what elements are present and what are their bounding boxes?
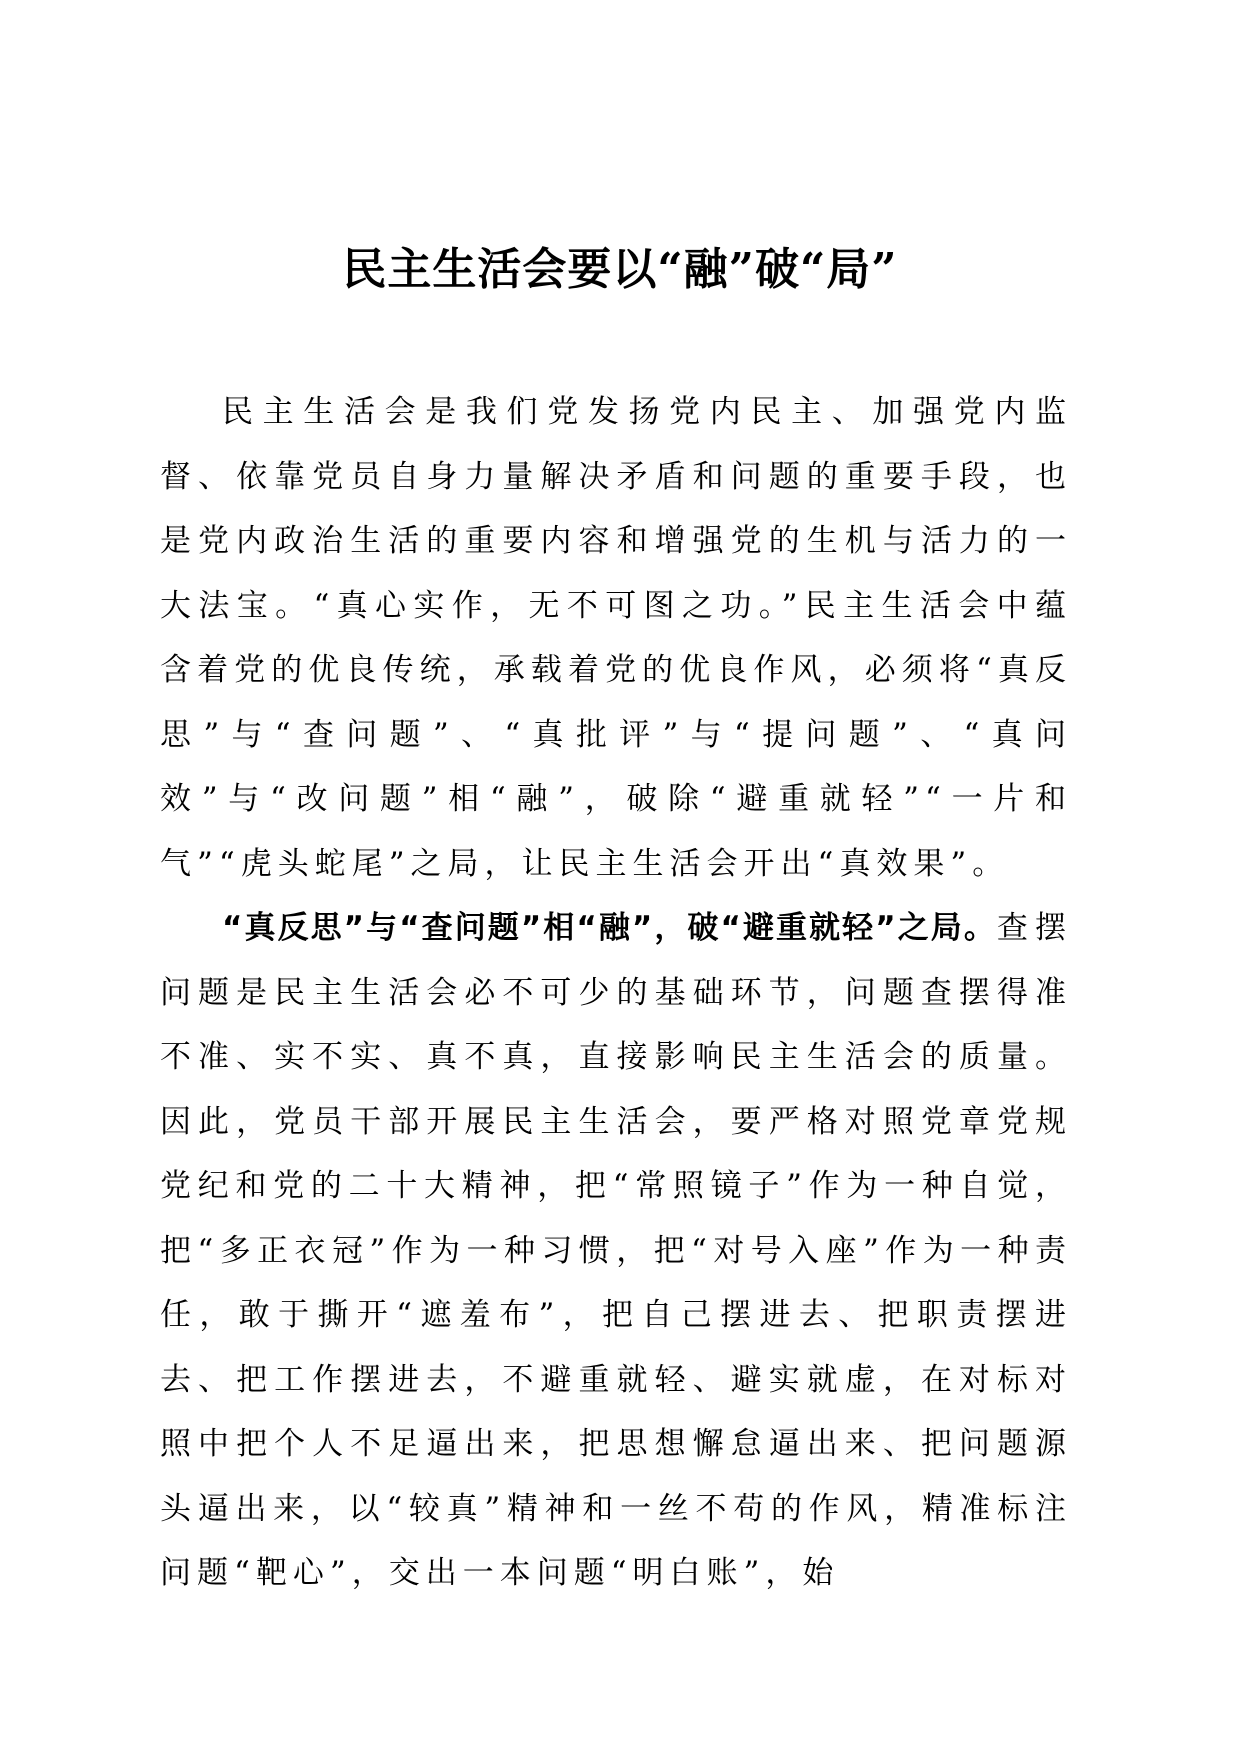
paragraph-intro-text: 民主生活会是我们党发扬党内民主、加强党内监督、依靠党员自身力量解决矛盾和问题的重要手段，也是党内政治生活的重要内容和增强党的生机与活力的一大法宝。“真心实作，无不可图之功。”民主生活会中蕴含着党的优良传统，承载着党的优良作风，必须将“真反思”与“查问题”、“真批评”与“提问题”、“真问效”与“改问题”相“融”，破除“避重就轻”“一片和气”“虎头蛇尾”之局，让民主生活会开出“真效果”。 [160,394,1072,882]
document-body [160,380,1072,1606]
paragraph-section-1 [160,896,1072,1606]
document-title: 民主生活会要以“融”破“局” [342,244,898,295]
paragraph-section-1-text: 查摆问题是民主生活会必不可少的基础环节，问题查摆得准不准、实不实、真不真，直接影响民主生活会的质量。因此，党员干部开展民主生活会，要严格对照党章党规党纪和党的二十大精神，把“常照镜子”作为一种自觉，把“多正衣冠”作为一种习惯，把“对号入座”作为一种责任，敢于撕开“遮羞布”，把自己摆进去、把职责摆进去、把工作摆进去，不避重就轻、避实就虚，在对标对照中把个人不足逼出来，把思想懈怠逼出来、把问题源头逼出来，以“较真”精神和一丝不苟的作风，精准标注问题“靶心”，交出一本问题“明白账”，始 [160,910,1072,1591]
section-1-heading: “真反思”与“查问题”相“融”，破“避重就轻”之局。 [222,910,997,946]
paragraph-intro [160,380,1072,896]
